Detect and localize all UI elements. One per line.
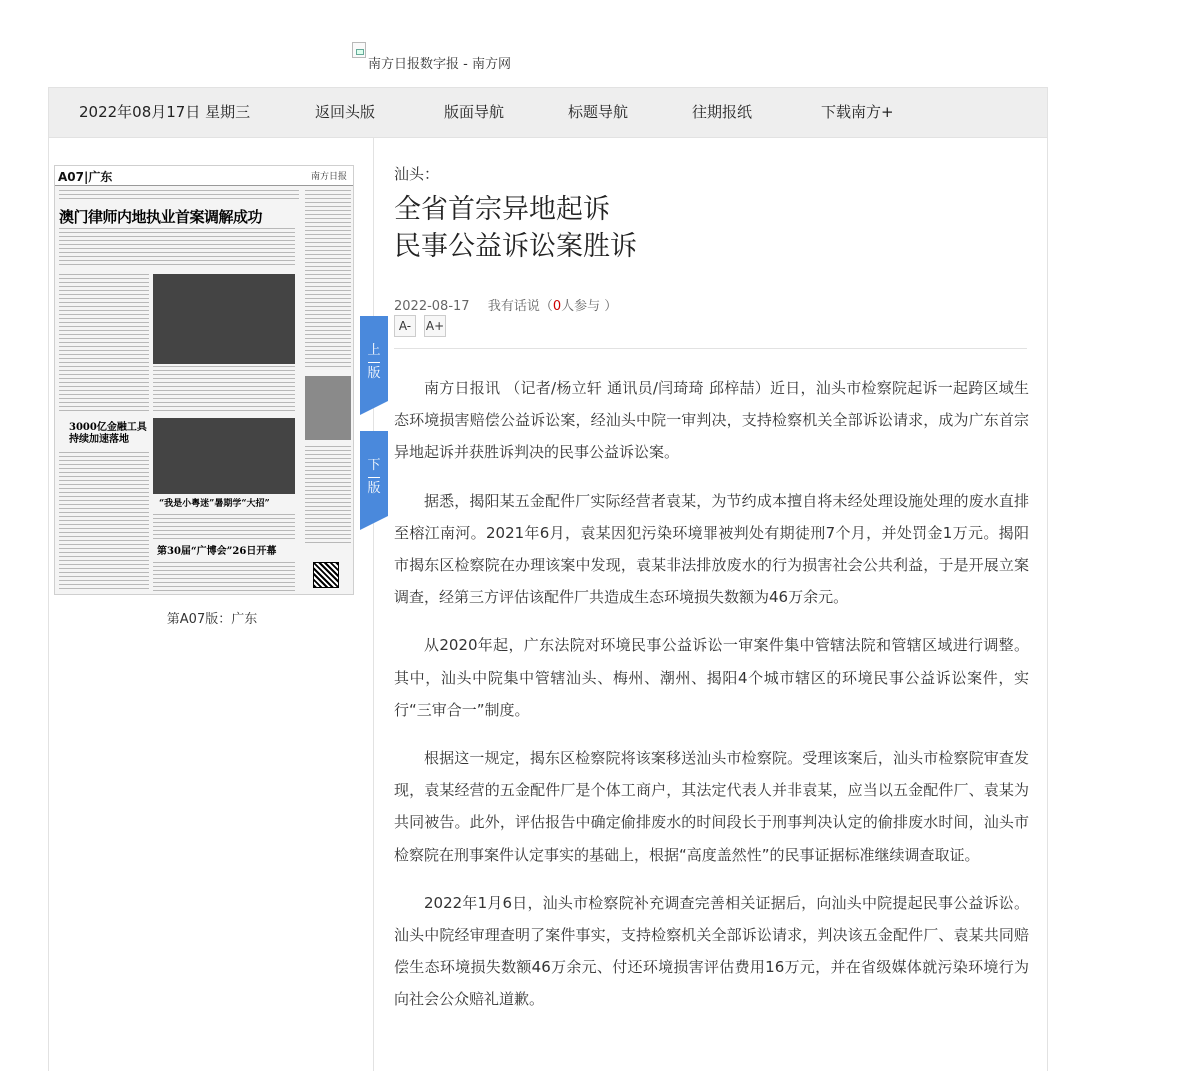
next-page-label-2: 版 (367, 481, 381, 496)
page-thumbnail-panel (48, 138, 374, 1071)
prev-page-label-1: 上 (367, 343, 381, 358)
article-body (394, 372, 1029, 1032)
thumbnail-photo (153, 274, 295, 364)
thumbnail-text-block (153, 562, 295, 592)
thumbnail-text-block (305, 446, 351, 546)
logo-alt-text: 南方日报数字报 - 南方网 (368, 57, 511, 72)
article-date: 2022-08-17 (394, 299, 470, 314)
comment-count: 0 (552, 299, 562, 314)
thumbnail-subheadline: 3000亿金融工具 持续加速落地 (69, 422, 147, 445)
thumbnail-photo (305, 376, 351, 440)
thumbnail-subheadline: “我是小粤迷”暑期学“大招” (159, 499, 270, 509)
top-nav (48, 87, 1048, 138)
thumbnail-text-block (305, 190, 351, 370)
article-paragraph: 从2020年起，广东法院对环境民事公益诉讼一审案件集中管辖法院和管辖区域进行调整。其中，汕头中院集中管辖汕头、梅州、潮州、揭阳4个城市辖区的环境民事公益诉讼案件，实行“三审合一”制度。 (394, 636, 1029, 719)
thumbnail-page-code: A07|广东 (58, 170, 113, 184)
nav-page-navigation[interactable]: 版面导航 (444, 103, 505, 121)
thumbnail-caption: 第A07版：广东 (166, 612, 258, 627)
thumbnail-photo (153, 418, 295, 494)
nav-title-navigation[interactable]: 标题导航 (568, 103, 629, 121)
thumbnail-masthead: 南方日报 (310, 172, 347, 182)
nav-past-issues[interactable]: 往期报纸 (692, 103, 753, 121)
nav-download-app[interactable]: 下载南方+ (821, 103, 894, 121)
prev-page-label-2: 版 (367, 366, 381, 381)
thumbnail-text-block (59, 452, 149, 592)
nav-date: 2022年08月17日 星期三 (79, 103, 251, 121)
article-paragraph: 据悉，揭阳某五金配件厂实际经营者袁某，为节约成本擅自将未经处理设施处理的废水直排至榕江南河。2021年6月，袁某因犯污染环境罪被判处有期徒刑7个月，并处罚金1万元。揭阳市揭东区检察院在办理该案中发现，袁某非法排放废水的行为损害社会公共利益，于是开展立案调查，经第三方评估该配件厂共造成生态环境损失数额为46万余元。 (394, 491, 1029, 607)
article-paragraph: 南方日报讯 （记者/杨立轩 通讯员/闫琦琦 邱梓喆）近日，汕头市检察院起诉一起跨区域生态环境损害赔偿公益诉讼案，经汕头中院一审判决，支持检察机关全部诉讼请求，成为广东首宗异地起诉并获胜诉判决的民事公益诉讼案。 (394, 379, 1029, 462)
font-larger-button[interactable]: A+ (424, 315, 446, 337)
thumbnail-text-block (153, 514, 295, 542)
thumbnail-qr-code (313, 562, 339, 588)
thumbnail-headline: 澳门律师内地执业首案调解成功 (59, 208, 263, 226)
thumbnail-header (55, 166, 353, 186)
site-logo[interactable] (352, 42, 552, 72)
nav-front-page[interactable]: 返回头版 (315, 103, 376, 121)
article-meta (394, 295, 617, 314)
article-paragraph: 2022年1月6日，汕头市检察院补充调查完善相关证据后，向汕头中院提起民事公益诉讼。汕头中院经审理查明了案件事实，支持检察机关全部诉讼请求，判决该五金配件厂、袁某共同赔偿生态环境损失数额46万余元、付还环境损害评估费用16万元，并在省级媒体就污染环境行为向社会公众赔礼道歉。 (394, 893, 1029, 1009)
broken-image-icon (352, 42, 366, 58)
thumbnail-text-block (59, 274, 149, 414)
article-kicker: 汕头： (394, 165, 440, 183)
article-title-line-2: 民事公益诉讼案胜诉 (394, 231, 637, 262)
thumbnail-text-block (59, 190, 299, 202)
thumbnail-text-block (153, 366, 295, 414)
article-title (394, 191, 637, 265)
thumbnail-subheadline: 第30届“广博会”26日开幕 (157, 546, 277, 557)
meta-divider (394, 348, 1027, 349)
thumbnail-text-block (59, 228, 295, 268)
comment-link[interactable]: 我有话说（0人参与 ） (487, 299, 618, 314)
next-page-label-1: 下 (367, 458, 381, 473)
font-smaller-button[interactable]: A- (394, 315, 416, 337)
article-paragraph: 根据这一规定，揭东区检察院将该案移送汕头市检察院。受理该案后，汕头市检察院审查发现，袁某经营的五金配件厂是个体工商户，其法定代表人并非袁某，应当以五金配件厂、袁某为共同被告。此外，评估报告中确定偷排废水的时间段长于刑事判决认定的偷排废水时间，汕头市检察院在刑事案件认定事实的基础上，根据“高度盖然性”的民事证据标准继续调查取证。 (394, 749, 1029, 864)
article-title-line-1: 全省首宗异地起诉 (394, 194, 610, 225)
article-panel (374, 138, 1048, 1071)
newspaper-page-thumbnail[interactable] (54, 165, 354, 595)
